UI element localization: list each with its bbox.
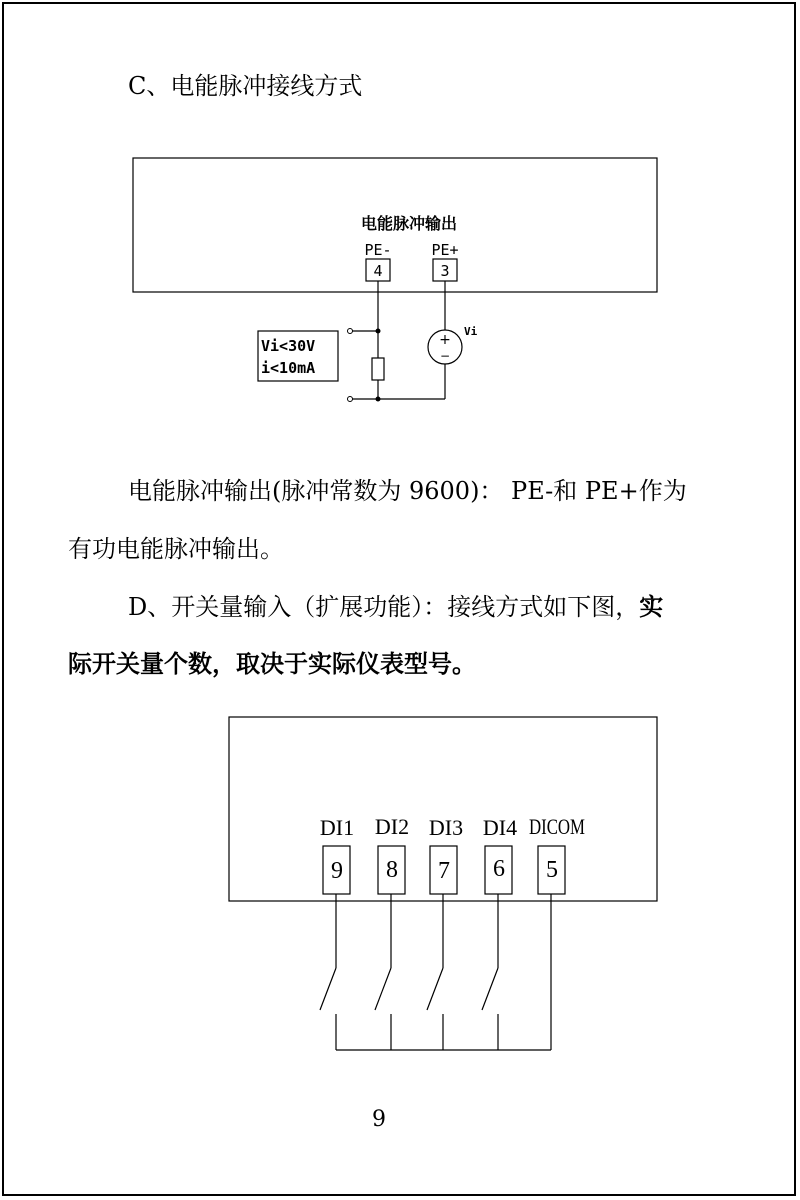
spec-voltage: Vi<30V xyxy=(261,337,316,355)
terminal-number-9: 9 xyxy=(331,858,343,884)
terminal-label-di2: DI2 xyxy=(374,814,410,839)
source-minus-sign: − xyxy=(439,349,451,363)
terminal-number-7: 7 xyxy=(438,858,450,884)
section-c-heading: C、电能脉冲接线方式 xyxy=(128,72,363,100)
switch-di4 xyxy=(482,968,498,1010)
pulse-output-title: 电能脉冲输出 xyxy=(360,214,458,233)
junction-dot xyxy=(376,329,381,334)
switch-di1 xyxy=(320,968,336,1010)
terminal-label-dicom: DICOM xyxy=(529,814,585,839)
section-d-note: 际开关量个数，取决于实际仪表型号。 xyxy=(68,649,476,678)
source-plus-sign: + xyxy=(439,332,451,348)
terminal-label-di4: DI4 xyxy=(482,815,518,840)
terminal-label-di3: DI3 xyxy=(428,815,464,840)
switch-di3 xyxy=(427,968,443,1010)
section-d-heading-line1 xyxy=(128,592,663,622)
terminal-label-di1: DI1 xyxy=(319,815,355,840)
terminal-3-number: 3 xyxy=(440,262,450,280)
spec-current: i<10mA xyxy=(261,359,316,377)
resistor xyxy=(372,358,384,380)
section-d-heading-bold-start: 实 xyxy=(639,592,664,621)
page-number: 9 xyxy=(372,1107,386,1132)
switch-di2 xyxy=(375,968,391,1010)
switch-terminal-numbers xyxy=(331,856,558,884)
terminal-pe-plus-label: PE+ xyxy=(431,241,459,259)
open-terminal-circle xyxy=(348,397,353,402)
pulse-output-description-line2: 有功电能脉冲输出。 xyxy=(68,535,284,563)
open-terminal-circle xyxy=(348,329,353,334)
junction-dot xyxy=(376,397,381,402)
pulse-output-description-line1: 电能脉冲输出(脉冲常数为 9600)： PE-和 PE+作为 xyxy=(128,477,687,505)
terminal-pe-minus-label: PE- xyxy=(364,241,392,259)
terminal-number-5: 5 xyxy=(546,857,558,883)
pulse-output-diagram xyxy=(133,158,657,399)
terminal-number-6: 6 xyxy=(493,856,505,882)
switch-terminal-labels xyxy=(320,814,585,840)
terminal-4-number: 4 xyxy=(373,262,383,280)
source-label: Vi xyxy=(464,325,478,338)
section-d-heading-normal: D、开关量输入（扩展功能）：接线方式如下图， xyxy=(128,593,640,621)
terminal-number-8: 8 xyxy=(386,857,398,883)
